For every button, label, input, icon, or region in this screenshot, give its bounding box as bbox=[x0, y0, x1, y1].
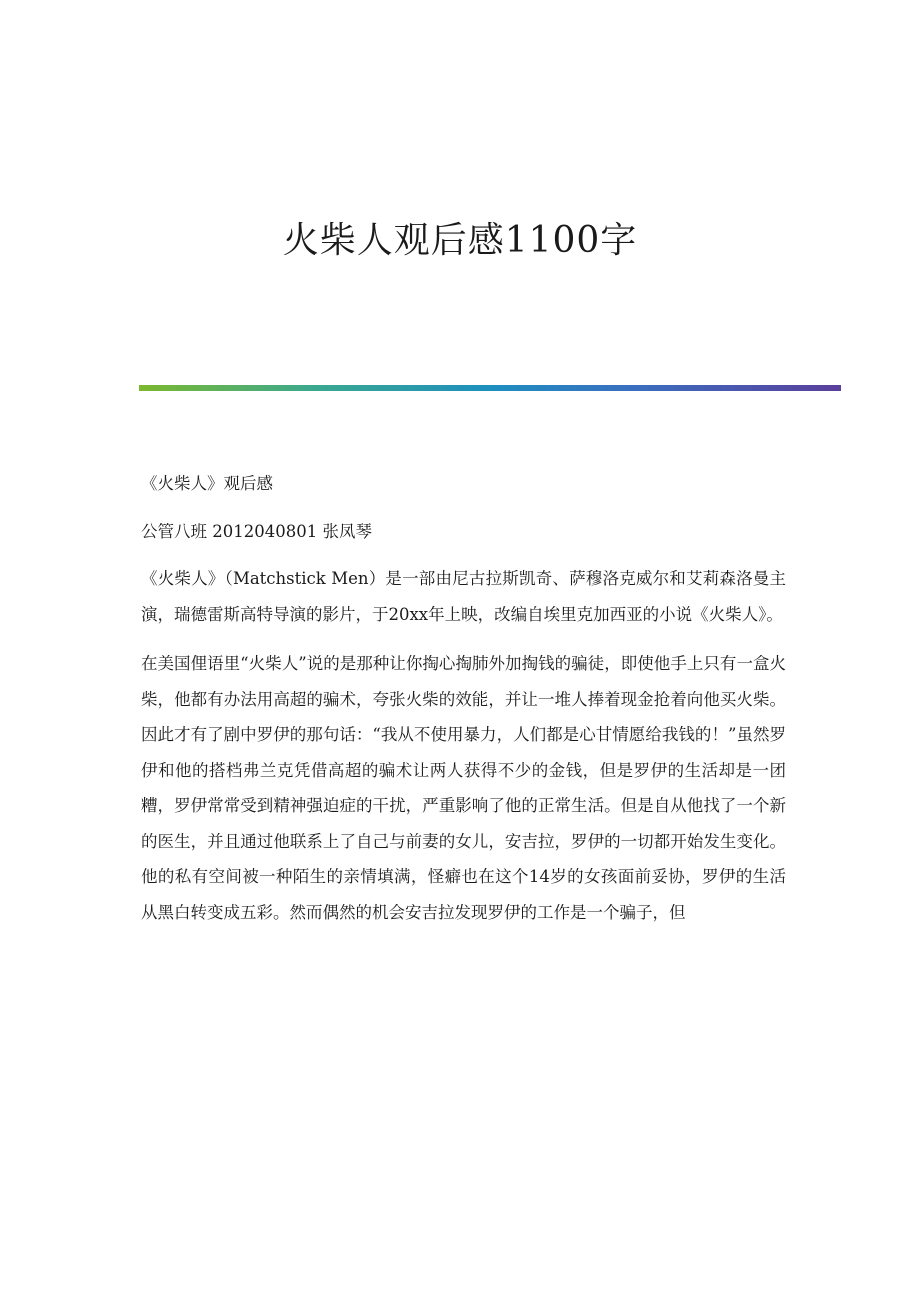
body-paragraph-2: 在美国俚语里“火柴人”说的是那种让你掏心掏肺外加掏钱的骗徒，即使他手上只有一盒火柴，他都有办法用高超的骗术，夸张火柴的效能，并让一堆人捧着现金抢着向他买火柴。因此才有了剧中罗伊的那句话：“我从不使用暴力，人们都是心甘情愿给我钱的！”虽然罗伊和他的搭档弗兰克凭借高超的骗术让两人获得不少的金钱，但是罗伊的生活却是一团糟，罗伊常常受到精神强迫症的干扰，严重影响了他的正常生活。但是自从他找了一个新的医生，并且通过他联系上了自己与前妻的女儿，安吉拉，罗伊的一切都开始发生变化。他的私有空间被一种陌生的亲情填满，怪癖也在这个14岁的女孩面前妥协，罗伊的生活从黑白转变成五彩。然而偶然的机会安吉拉发现罗伊的工作是一个骗子，但 bbox=[141, 654, 786, 922]
body-paragraph-1: 《火柴人》（Matchstick Men）是一部由尼古拉斯凯奇、萨穆洛克威尔和艾莉森洛曼主演，瑞德雷斯高特导演的影片，于20xx年上映，改编自埃里克加西亚的小说《火柴人》。 bbox=[141, 569, 786, 624]
document-body bbox=[141, 466, 786, 944]
document-title: 火柴人观后感1100字 bbox=[282, 220, 638, 261]
author-line: 公管八班 2012040801 张凤琴 bbox=[141, 521, 372, 541]
title-divider-bar bbox=[139, 385, 841, 391]
essay-heading: 《火柴人》观后感 bbox=[141, 474, 273, 493]
